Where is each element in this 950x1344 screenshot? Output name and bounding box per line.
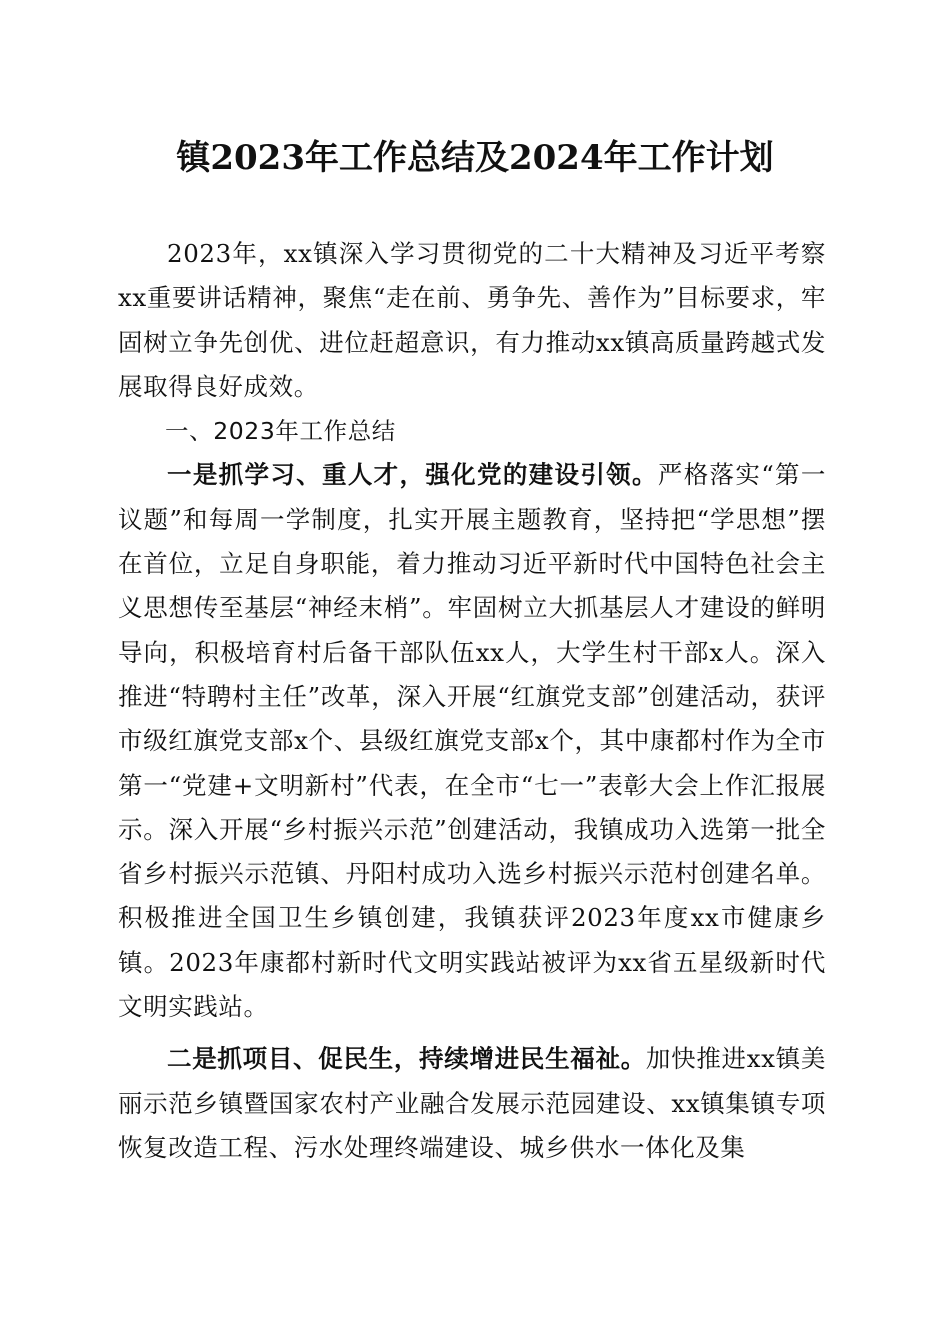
paragraph-item-2-lead: 二是抓项目、促民生，持续增进民生福祉。 <box>167 1044 646 1074</box>
document-title: 镇2023年工作总结及2024年工作计划 <box>176 138 774 178</box>
paragraph-item-2 <box>118 1037 826 1170</box>
intro-paragraph: 2023年，xx镇深入学习贯彻党的二十大精神及习近平考察xx重要讲话精神，聚焦“走在前、勇争先、善作为”目标要求，牢固树立争先创优、进位赶超意识，有力推动xx镇高质量跨越式发展取得良好成效。 <box>118 239 826 401</box>
document-body <box>118 232 826 1170</box>
section-heading-summary: 一、2023年工作总结 <box>165 417 396 446</box>
paragraph-item-1-lead: 一是抓学习、重人才，强化党的建设引领。 <box>167 460 658 490</box>
paragraph-item-1-text: 严格落实“第一议题”和每周一学制度，扎实开展主题教育，坚持把“学思想”摆在首位，立足自身职能，着力推动习近平新时代中国特色社会主义思想传至基层“神经末梢”。牢固树立大抓基层人才建设的鲜明导向，积极培育村后备干部队伍xx人，大学生村干部x人。深入推进“特聘村主任”改革，深入开展“红旗党支部”创建活动，获评市级红旗党支部x个、县级红旗党支部x个，其中康都村作为全市第一“党建+文明新村”代表，在全市“七一”表彰大会上作汇报展示。深入开展“乡村振兴示范”创建活动，我镇成功入选第一批全省乡村振兴示范镇、丹阳村成功入选乡村振兴示范村创建名单。积极推进全国卫生乡镇创建，我镇获评2023年度xx市健康乡镇。2023年康都村新时代文明实践站被评为xx省五星级新时代文明实践站。 <box>118 460 826 1022</box>
paragraph-item-2-text: 加快推进xx镇美丽示范乡镇暨国家农村产业融合发展示范园建设、xx镇集镇专项恢复改造工程、污水处理终端建设、城乡供水一体化及集 <box>118 1044 826 1162</box>
paragraph-item-1 <box>118 453 826 1029</box>
